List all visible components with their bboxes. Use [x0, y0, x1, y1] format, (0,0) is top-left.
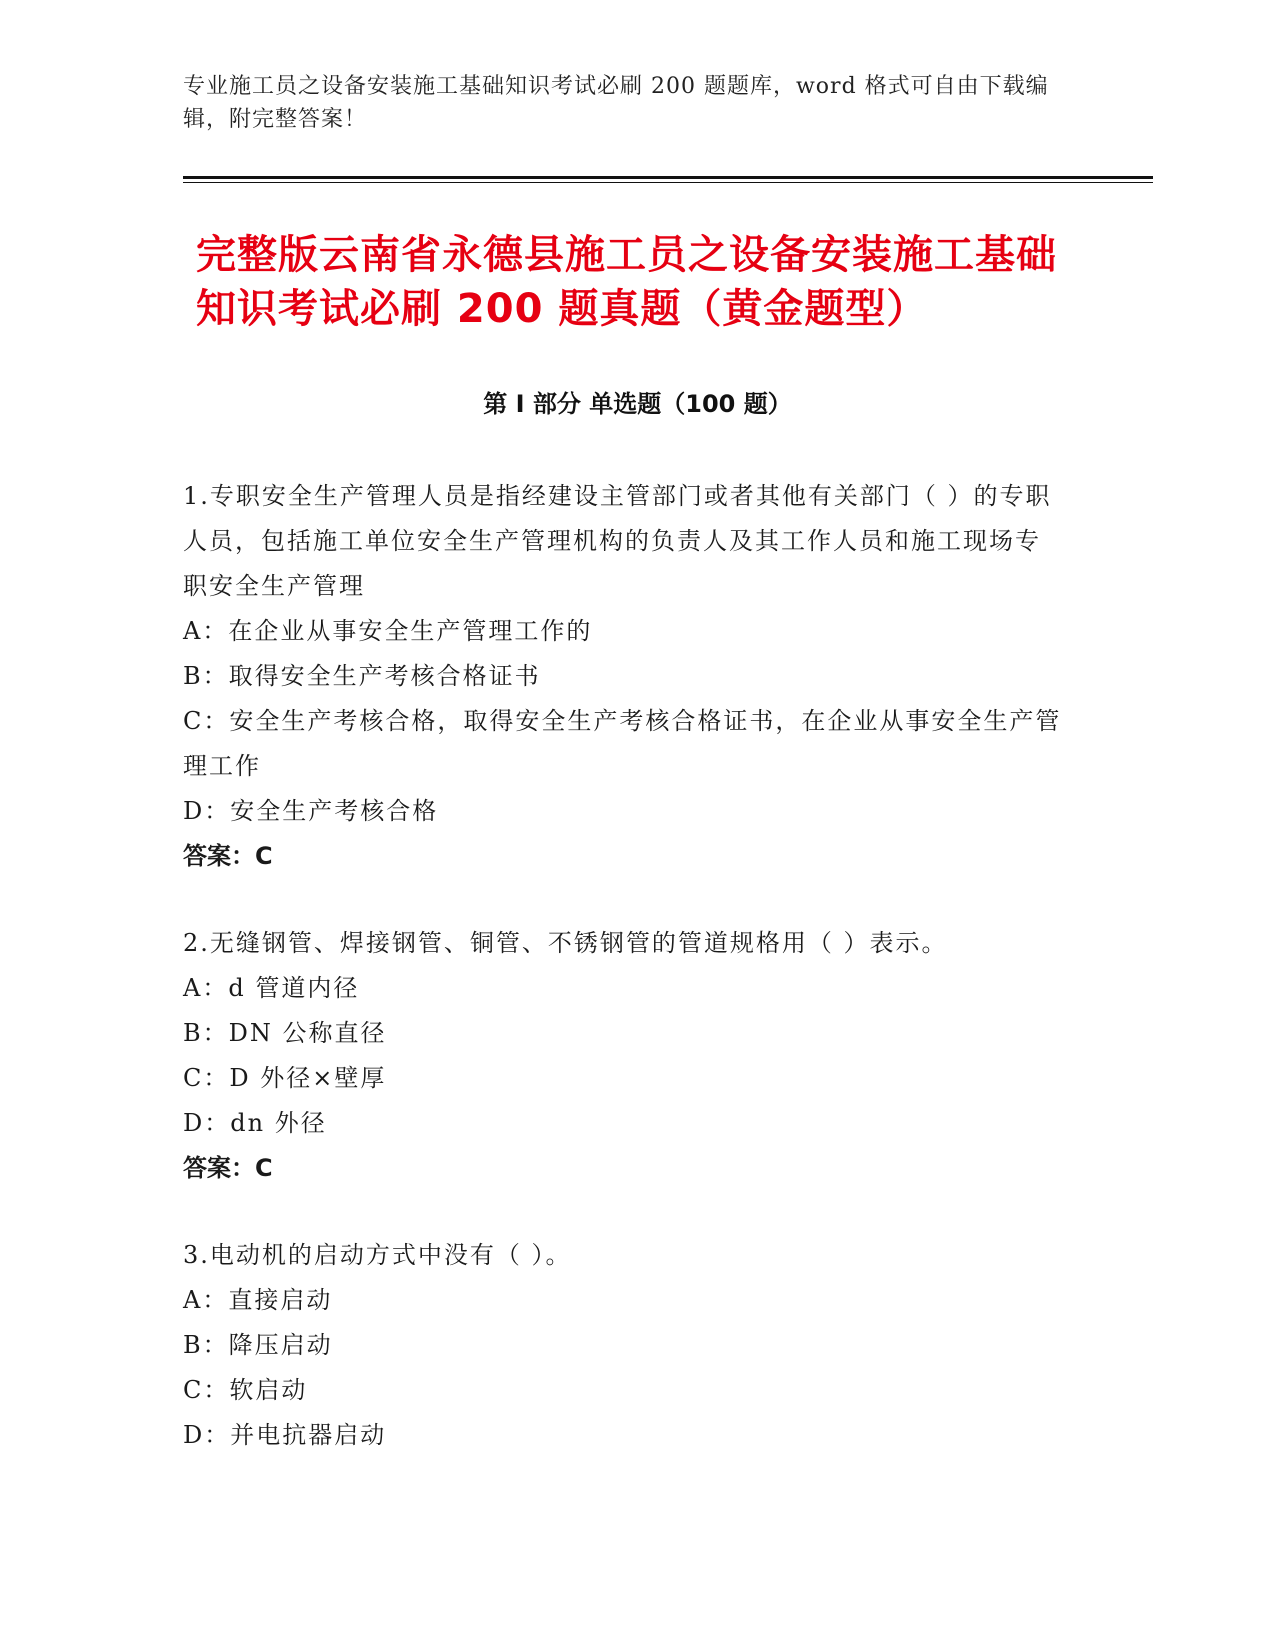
header-note: 专业施工员之设备安装施工基础知识考试必刷 200 题题库，word 格式可自由下载编辑，附完整答案！	[183, 74, 1049, 132]
section-heading: 第 I 部分 单选题（100 题）	[483, 390, 792, 418]
option-b: B：降压启动	[183, 1331, 333, 1359]
question-list	[183, 474, 1063, 1500]
header-rule-thin	[183, 182, 1153, 183]
question-3	[183, 1233, 1063, 1458]
option-a: A：直接启动	[183, 1286, 333, 1314]
answer-label: 答案：C	[183, 842, 273, 870]
option-d: D：安全生产考核合格	[183, 797, 439, 825]
header-rule-thick	[183, 176, 1153, 179]
option-b: B：DN 公称直径	[183, 1019, 387, 1047]
question-stem: 1.专职安全生产管理人员是指经建设主管部门或者其他有关部门（ ）的专职人员，包括施工单位安全生产管理机构的负责人及其工作人员和施工现场专职安全生产管理	[183, 482, 1052, 600]
option-d: D：并电抗器启动	[183, 1421, 387, 1449]
question-stem: 2.无缝钢管、焊接钢管、铜管、不锈钢管的管道规格用（ ）表示。	[183, 929, 948, 957]
answer-label: 答案：C	[183, 1154, 273, 1182]
option-c: C：D 外径×壁厚	[183, 1064, 387, 1092]
option-b: B：取得安全生产考核合格证书	[183, 662, 541, 690]
question-2	[183, 921, 1063, 1191]
option-c: C：软启动	[183, 1376, 308, 1404]
option-a: A：d 管道内径	[183, 974, 360, 1002]
question-stem: 3.电动机的启动方式中没有（ ）。	[183, 1241, 572, 1269]
option-a: A：在企业从事安全生产管理工作的	[183, 617, 593, 645]
option-c: C：安全生产考核合格，取得安全生产考核合格证书，在企业从事安全生产管理工作	[183, 707, 1062, 780]
question-1	[183, 474, 1063, 879]
document-title: 完整版云南省永德县施工员之设备安装施工基础知识考试必刷 200 题真题（黄金题型）	[196, 232, 1057, 332]
option-d: D：dn 外径	[183, 1109, 327, 1137]
